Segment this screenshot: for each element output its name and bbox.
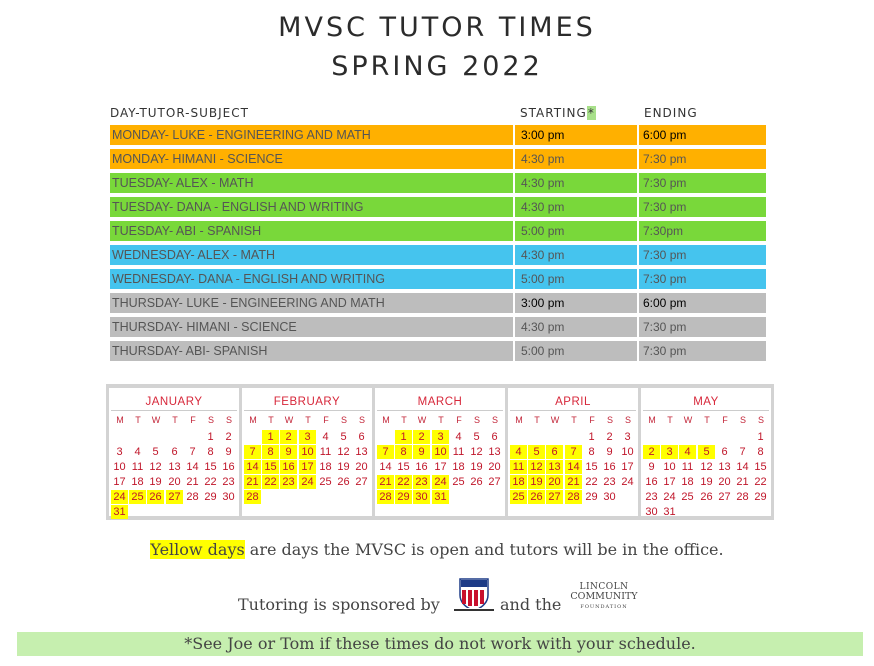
calendar-day: 17 (434, 461, 447, 473)
calendar-day: 8 (207, 446, 214, 458)
calendar-day: 10 (621, 446, 634, 458)
month-divider (111, 410, 237, 411)
calendar-day: 28 (736, 491, 749, 503)
row-subject: THURSDAY- LUKE - ENGINEERING AND MATH (110, 293, 513, 313)
union-pacific-logo-icon (452, 577, 496, 613)
row-subject: WEDNESDAY- ALEX - MATH (110, 245, 513, 265)
calendar-day: 25 (452, 476, 465, 488)
month-name: FEBRUARY (273, 396, 341, 408)
weekday-header: W (550, 415, 560, 425)
lincoln-line1: LINCOLN (579, 582, 629, 592)
calendar-month (641, 388, 771, 516)
weekday-header: T (438, 415, 444, 425)
calendar-day: 20 (355, 461, 368, 473)
calendar-day: 14 (565, 460, 582, 474)
calendar-day: 22 (204, 476, 217, 488)
weekday-header: T (305, 415, 311, 425)
calendar-day: 12 (470, 446, 483, 458)
calendar-day: 16 (603, 461, 616, 473)
row-end-time: 7:30pm (639, 221, 766, 241)
row-subject: WEDNESDAY- DANA - ENGLISH AND WRITING (110, 269, 513, 289)
weekday-header: F (456, 415, 462, 425)
calendar-day: 20 (546, 475, 563, 489)
calendar-day: 12 (528, 460, 545, 474)
calendar-day: 13 (168, 461, 181, 473)
page-title-line1: MVSC TUTOR TIMES (278, 12, 596, 43)
calendar-day: 15 (262, 460, 279, 474)
calendar-day: 9 (648, 461, 655, 473)
calendar-day: 21 (736, 476, 749, 488)
calendar-day: 29 (204, 491, 217, 503)
calendar-day: 9 (280, 445, 297, 459)
lincoln-foundation-logo (568, 582, 640, 612)
weekday-header: S (225, 415, 232, 425)
calendar-day: 10 (663, 461, 676, 473)
calendar-day: 18 (131, 476, 144, 488)
calendar-day: 30 (413, 490, 430, 504)
calendar-day: 14 (736, 461, 749, 473)
sponsor-line (0, 577, 874, 617)
calendar-day: 29 (585, 491, 598, 503)
row-end-time: 7:30 pm (639, 341, 766, 361)
calendar-day: 2 (225, 431, 232, 443)
schedule-row (110, 173, 766, 193)
weekday-header: S (606, 415, 613, 425)
calendar-day: 29 (395, 490, 412, 504)
calendar-day: 18 (319, 461, 332, 473)
calendar-day: 26 (470, 476, 483, 488)
row-start-time: 5:00 pm (515, 269, 637, 289)
calendar-day: 13 (355, 446, 368, 458)
header-starting-label: STARTING (520, 106, 587, 120)
calendar-day: 17 (663, 476, 676, 488)
calendar-day: 25 (129, 490, 146, 504)
weekday-header: T (571, 415, 577, 425)
calendar-day: 4 (510, 445, 527, 459)
weekday-header: S (340, 415, 347, 425)
calendar-day: 18 (452, 461, 465, 473)
calendar-day: 18 (510, 475, 527, 489)
legend-highlight: Yellow days (150, 540, 245, 559)
calendar-day: 12 (700, 461, 713, 473)
calendar-month (109, 388, 239, 516)
weekday-header: F (589, 415, 595, 425)
calendar-day: 4 (322, 431, 329, 443)
weekday-header: T (704, 415, 710, 425)
calendar-day: 24 (299, 475, 316, 489)
calendar-day: 27 (166, 490, 183, 504)
calendar-day: 10 (113, 461, 126, 473)
calendar-day: 6 (171, 446, 178, 458)
lincoln-line3: FOUNDATION (580, 604, 628, 610)
row-start-time: 4:30 pm (515, 149, 637, 169)
calendar-day: 22 (395, 475, 412, 489)
calendar-day: 23 (280, 475, 297, 489)
calendar-day: 19 (149, 476, 162, 488)
calendar-day: 12 (337, 446, 350, 458)
calendar-day: 2 (413, 430, 430, 444)
calendar-day: 30 (603, 491, 616, 503)
row-end-time: 6:00 pm (639, 293, 766, 313)
weekday-header: S (358, 415, 365, 425)
calendar-day: 15 (397, 461, 410, 473)
sponsor-text-before: Tutoring is sponsored by (238, 595, 440, 614)
month-divider (244, 410, 370, 411)
row-end-time: 7:30 pm (639, 197, 766, 217)
calendar-day: 30 (222, 491, 235, 503)
calendar-day: 22 (262, 475, 279, 489)
weekday-header: W (683, 415, 693, 425)
weekday-header: T (534, 415, 540, 425)
calendar-day: 17 (621, 461, 634, 473)
calendar-day: 11 (131, 461, 144, 473)
calendar-day: 23 (222, 476, 235, 488)
calendar-day: 24 (432, 475, 449, 489)
calendar-day: 13 (718, 461, 731, 473)
row-subject: THURSDAY- HIMANI - SCIENCE (110, 317, 513, 337)
calendar-day: 24 (111, 490, 128, 504)
calendar-day: 26 (528, 490, 545, 504)
calendar-day: 17 (299, 460, 316, 474)
calendar-day: 19 (470, 461, 483, 473)
calendar-day: 2 (643, 445, 660, 459)
row-start-time: 3:00 pm (515, 293, 637, 313)
calendar-day: 4 (455, 431, 462, 443)
weekday-header: S (491, 415, 498, 425)
calendar-day: 28 (377, 490, 394, 504)
calendar-day: 5 (152, 446, 159, 458)
weekday-header: W (284, 415, 294, 425)
weekday-header: T (268, 415, 274, 425)
month-name: JANUARY (145, 396, 203, 408)
calendar-day: 15 (754, 461, 767, 473)
calendar-day: 27 (718, 491, 731, 503)
weekday-header: F (722, 415, 728, 425)
calendar-day: 24 (663, 491, 676, 503)
calendar-day: 20 (718, 476, 731, 488)
calendar-day: 26 (147, 490, 164, 504)
calendar-day: 19 (337, 461, 350, 473)
row-end-time: 7:30 pm (639, 173, 766, 193)
calendar-day: 13 (488, 446, 501, 458)
row-start-time: 4:30 pm (515, 245, 637, 265)
calendar-day: 6 (491, 431, 498, 443)
row-end-time: 7:30 pm (639, 245, 766, 265)
weekday-header: M (515, 415, 523, 425)
weekday-header: M (249, 415, 257, 425)
weekday-header: F (190, 415, 196, 425)
calendar-day: 11 (510, 460, 527, 474)
calendar-day: 28 (244, 490, 261, 504)
calendar-day: 3 (661, 445, 678, 459)
header-starting (520, 106, 596, 120)
calendar-day: 21 (244, 475, 261, 489)
calendar-day: 23 (413, 475, 430, 489)
calendar-day: 9 (606, 446, 613, 458)
calendar-day: 31 (663, 506, 676, 518)
calendar-day: 5 (340, 431, 347, 443)
calendar-day: 28 (565, 490, 582, 504)
weekday-header: S (739, 415, 746, 425)
weekday-header: S (473, 415, 480, 425)
calendar-day: 3 (432, 430, 449, 444)
footer-note: *See Joe or Tom if these times do not work with your schedule. (17, 632, 863, 656)
calendar (106, 384, 774, 520)
calendar-day: 17 (113, 476, 126, 488)
calendar-day: 7 (244, 445, 261, 459)
weekday-header: T (172, 415, 178, 425)
calendar-day: 31 (432, 490, 449, 504)
calendar-day: 10 (299, 445, 316, 459)
calendar-day: 3 (299, 430, 316, 444)
calendar-day: 6 (721, 446, 728, 458)
calendar-day: 28 (186, 491, 199, 503)
calendar-day: 27 (546, 490, 563, 504)
weekday-header: T (135, 415, 141, 425)
row-subject: TUESDAY- ABI - SPANISH (110, 221, 513, 241)
calendar-month (375, 388, 505, 516)
calendar-day: 7 (189, 446, 196, 458)
calendar-month (508, 388, 638, 516)
calendar-day: 15 (585, 461, 598, 473)
calendar-day: 9 (225, 446, 232, 458)
calendar-day: 11 (452, 446, 465, 458)
row-start-time: 3:00 pm (515, 125, 637, 145)
row-end-time: 7:30 pm (639, 149, 766, 169)
calendar-day: 12 (149, 461, 162, 473)
weekday-header: M (116, 415, 124, 425)
calendar-day: 23 (645, 491, 658, 503)
schedule-row (110, 245, 766, 265)
row-start-time: 4:30 pm (515, 197, 637, 217)
calendar-day: 16 (222, 461, 235, 473)
row-subject: MONDAY- LUKE - ENGINEERING AND MATH (110, 125, 513, 145)
row-start-time: 5:00 pm (515, 341, 637, 361)
row-start-time: 4:30 pm (515, 173, 637, 193)
row-end-time: 6:00 pm (639, 125, 766, 145)
weekday-header: S (624, 415, 631, 425)
calendar-day: 14 (244, 460, 261, 474)
weekday-header: T (401, 415, 407, 425)
weekday-header: W (417, 415, 427, 425)
weekday-header: W (151, 415, 161, 425)
month-divider (510, 410, 636, 411)
schedule-row (110, 221, 766, 241)
row-subject: TUESDAY- ALEX - MATH (110, 173, 513, 193)
month-divider (643, 410, 769, 411)
calendar-day: 8 (395, 445, 412, 459)
calendar-day: 25 (319, 476, 332, 488)
calendar-day: 6 (358, 431, 365, 443)
calendar-day: 16 (415, 461, 428, 473)
calendar-day: 1 (207, 431, 214, 443)
schedule-row (110, 341, 766, 361)
calendar-day: 8 (262, 445, 279, 459)
calendar-day: 7 (739, 446, 746, 458)
calendar-day: 8 (757, 446, 764, 458)
header-star: * (587, 106, 595, 120)
row-subject: TUESDAY- DANA - ENGLISH AND WRITING (110, 197, 513, 217)
calendar-day: 27 (355, 476, 368, 488)
calendar-day: 23 (603, 476, 616, 488)
legend-note (0, 540, 874, 559)
calendar-day: 8 (588, 446, 595, 458)
calendar-day: 11 (319, 446, 332, 458)
weekday-header: T (667, 415, 673, 425)
schedule-row (110, 317, 766, 337)
calendar-day: 21 (565, 475, 582, 489)
calendar-day: 24 (621, 476, 634, 488)
schedule-row (110, 269, 766, 289)
calendar-day: 5 (528, 445, 545, 459)
calendar-day: 1 (262, 430, 279, 444)
calendar-day: 26 (700, 491, 713, 503)
schedule-row (110, 197, 766, 217)
calendar-day: 25 (681, 491, 694, 503)
calendar-day: 13 (546, 460, 563, 474)
calendar-day: 4 (679, 445, 696, 459)
header-ending: ENDING (644, 106, 698, 120)
calendar-day: 7 (565, 445, 582, 459)
calendar-day: 31 (111, 505, 128, 519)
month-name: MARCH (417, 396, 463, 408)
calendar-day: 19 (528, 475, 545, 489)
month-name: APRIL (555, 396, 591, 408)
row-end-time: 7:30 pm (639, 317, 766, 337)
calendar-day: 16 (280, 460, 297, 474)
calendar-day: 20 (168, 476, 181, 488)
calendar-day: 20 (488, 461, 501, 473)
calendar-day: 2 (606, 431, 613, 443)
calendar-month (242, 388, 372, 516)
calendar-day: 9 (413, 445, 430, 459)
calendar-day: 30 (645, 506, 658, 518)
calendar-day: 22 (754, 476, 767, 488)
calendar-day: 26 (337, 476, 350, 488)
calendar-day: 19 (700, 476, 713, 488)
calendar-day: 1 (588, 431, 595, 443)
calendar-day: 1 (395, 430, 412, 444)
weekday-header: F (323, 415, 329, 425)
row-subject: MONDAY- HIMANI - SCIENCE (110, 149, 513, 169)
schedule-row (110, 293, 766, 313)
weekday-header: M (648, 415, 656, 425)
header-subject: DAY-TUTOR-SUBJECT (110, 106, 249, 120)
calendar-day: 29 (754, 491, 767, 503)
calendar-day: 27 (488, 476, 501, 488)
weekday-header: M (382, 415, 390, 425)
calendar-day: 6 (546, 445, 563, 459)
month-divider (377, 410, 503, 411)
calendar-day: 2 (280, 430, 297, 444)
row-end-time: 7:30 pm (639, 269, 766, 289)
calendar-day: 14 (379, 461, 392, 473)
calendar-day: 14 (186, 461, 199, 473)
calendar-day: 10 (432, 445, 449, 459)
calendar-day: 11 (681, 461, 694, 473)
calendar-day: 18 (681, 476, 694, 488)
calendar-day: 5 (473, 431, 480, 443)
schedule-row (110, 149, 766, 169)
page-title-line2: SPRING 2022 (331, 51, 543, 82)
calendar-day: 4 (134, 446, 141, 458)
row-start-time: 4:30 pm (515, 317, 637, 337)
calendar-day: 16 (645, 476, 658, 488)
calendar-day: 15 (204, 461, 217, 473)
weekday-header: S (757, 415, 764, 425)
weekday-header: S (207, 415, 214, 425)
legend-text: are days the MVSC is open and tutors will be in the office. (244, 540, 724, 559)
calendar-day: 25 (510, 490, 527, 504)
schedule-row (110, 125, 766, 145)
lincoln-line2: COMMUNITY (570, 591, 638, 602)
calendar-day: 5 (698, 445, 715, 459)
calendar-day: 22 (585, 476, 598, 488)
sponsor-text-between: and the (500, 595, 562, 614)
calendar-day: 21 (377, 475, 394, 489)
month-name: MAY (693, 396, 719, 408)
calendar-day: 3 (116, 446, 123, 458)
row-start-time: 5:00 pm (515, 221, 637, 241)
row-subject: THURSDAY- ABI- SPANISH (110, 341, 513, 361)
calendar-day: 1 (757, 431, 764, 443)
calendar-day: 7 (377, 445, 394, 459)
calendar-day: 21 (186, 476, 199, 488)
calendar-day: 3 (624, 431, 631, 443)
